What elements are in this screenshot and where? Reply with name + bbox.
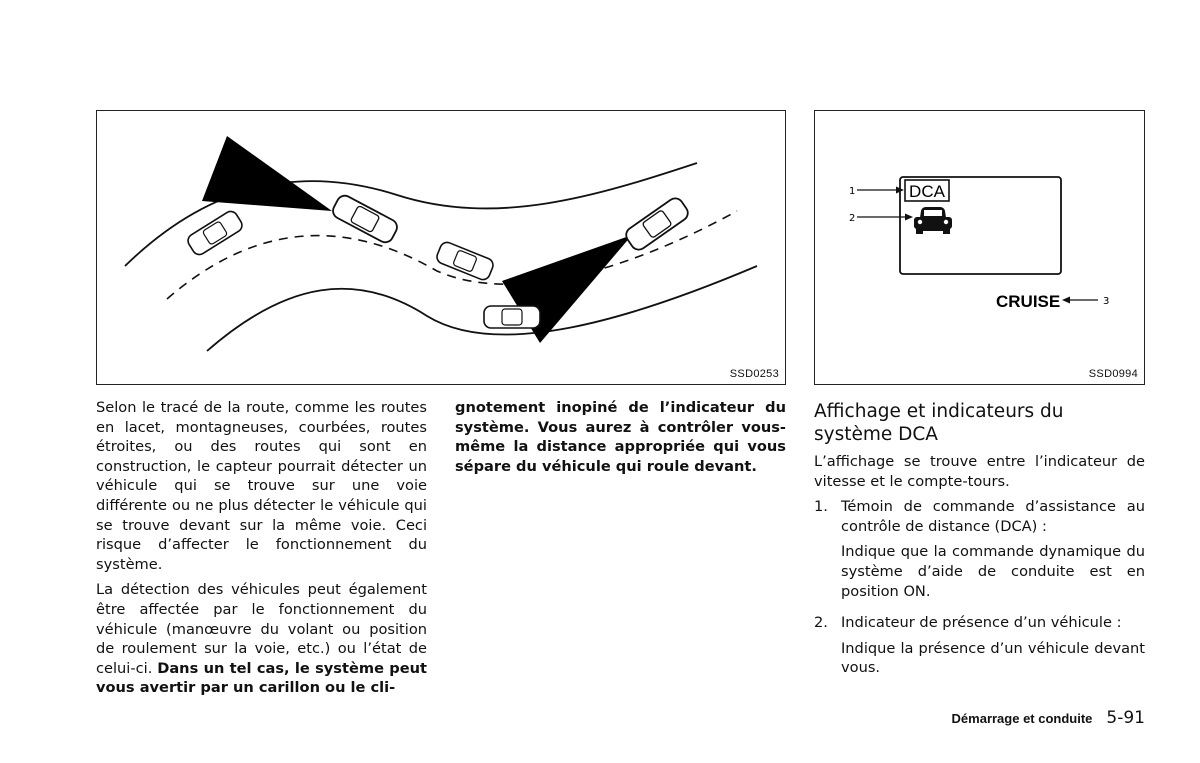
dca-indicator-label: DCA xyxy=(909,182,945,201)
paragraph-text: La détection des véhicules peut également être affectée par le fonctionnement du véhicule (manœuvre du volant ou position de roulement sur la voie, etc.) ou l’état de celui-ci. xyxy=(96,581,427,677)
car-5 xyxy=(623,195,691,253)
dca-illustration xyxy=(815,111,1143,383)
car-3 xyxy=(435,240,495,281)
paragraph: Selon le tracé de la route, comme les routes en lacet, montagneuses, courbées, routes étroites, ou des routes qui sont en construction, le capteur pourrait détecter un véhicule qui se trouve sur une voie différente ou ne plus détecter le véhicule qui se trouve devant sur la même voie. Ceci risque d’affecter le fonctionnement du système. xyxy=(96,399,427,573)
car-2 xyxy=(330,193,400,245)
road-figure xyxy=(96,110,786,385)
text-column-2 xyxy=(455,398,786,482)
paragraph xyxy=(96,580,427,698)
warning-text: Dans un tel cas, le système peut vous avertir par un carillon ou le cli- xyxy=(96,659,427,697)
list-item xyxy=(814,497,1145,607)
item-description: Indique la présence d’un véhicule devant vous. xyxy=(841,639,1145,677)
indicator-list xyxy=(814,497,1145,684)
intro-paragraph: L’affichage se trouve entre l’indicateur de vitesse et le compte-tours. xyxy=(814,453,1145,490)
callout-3: 3 xyxy=(1103,296,1110,307)
figure-code: SSD0253 xyxy=(729,368,779,380)
text-column-3 xyxy=(814,398,1145,690)
sensor-beam-1 xyxy=(202,136,332,211)
car-1 xyxy=(185,209,244,257)
callout-1: 1 xyxy=(849,186,856,197)
item-number: 1. xyxy=(814,498,828,516)
page-number: 5-91 xyxy=(1106,708,1145,728)
cruise-indicator: CRUISE xyxy=(996,292,1061,311)
item-number: 2. xyxy=(814,614,828,632)
road-illustration xyxy=(97,111,784,383)
footer-section-title: Démarrage et conduite xyxy=(951,711,1093,726)
car-4 xyxy=(484,306,540,328)
warning-text: gnotement inopiné de l’indicateur du système. Vous aurez à contrôler vous-même la distance appropriée qui vous sépare du véhicule qui roule devant. xyxy=(455,399,786,475)
text-column-1 xyxy=(96,398,427,704)
figure-code: SSD0994 xyxy=(1088,368,1138,380)
section-title: Affichage et indicateurs du système DCA xyxy=(814,401,1064,445)
page-footer xyxy=(952,708,1145,728)
dca-figure xyxy=(814,110,1145,385)
item-label: Témoin de commande d’assistance au contrôle de distance (DCA) : xyxy=(841,498,1145,535)
item-description: Indique que la commande dynamique du système d’aide de conduite est en position ON. xyxy=(841,543,1145,600)
list-item xyxy=(814,613,1145,684)
callout-2: 2 xyxy=(849,213,856,224)
item-label: Indicateur de présence d’un véhicule : xyxy=(841,614,1122,632)
